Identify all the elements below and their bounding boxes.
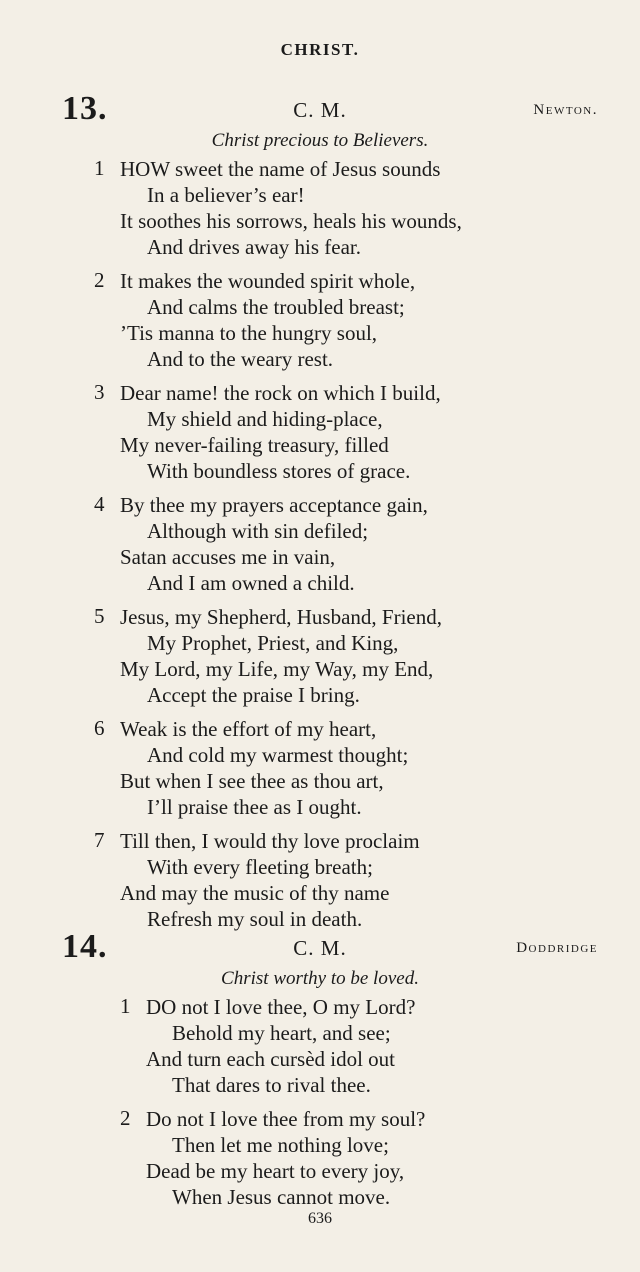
stanza-3 [0, 380, 640, 484]
verse-line: It soothes his sorrows, heals his wounds, [120, 209, 462, 233]
stanza-number: 1 [120, 994, 131, 1018]
hymn-number: 14. [62, 928, 108, 965]
verse-line: ’Tis manna to the hungry soul, [120, 321, 378, 345]
verse-line: Weak is the effort of my heart, [120, 717, 377, 741]
verse-line: Dead be my heart to every joy, [146, 1159, 405, 1183]
page-number: 636 [308, 1210, 332, 1227]
verse-line: Till then, I would thy love proclaim [120, 829, 420, 853]
verse-line: DO not I love thee, O my Lord? [146, 995, 416, 1019]
verse-line: My Prophet, Priest, and King, [147, 631, 399, 655]
stanza-5 [0, 604, 640, 708]
stanza-number: 4 [94, 492, 105, 516]
verse-line: Jesus, my Shepherd, Husband, Friend, [120, 605, 442, 629]
verse-line: Do not I love thee from my soul? [146, 1107, 426, 1131]
hymn-meter: C. M. [293, 936, 347, 960]
stanza-7 [0, 828, 640, 932]
verse-line: Behold my heart, and see; [172, 1021, 391, 1045]
hymn-composer: Newton. [533, 102, 598, 118]
verse-line: I’ll praise thee as I ought. [147, 795, 362, 819]
verse-line: Although with sin defiled; [147, 519, 369, 543]
stanza-number: 7 [94, 828, 105, 852]
verse-line: By thee my prayers acceptance gain, [120, 493, 428, 517]
stanza-number: 2 [120, 1106, 131, 1130]
hymn-header [0, 90, 640, 130]
hymn-composer: Doddridge [516, 940, 598, 956]
stanza-number: 5 [94, 604, 105, 628]
verse-line: My Lord, my Life, my Way, my End, [120, 657, 434, 681]
verse-line: But when I see thee as thou art, [120, 769, 384, 793]
verse-line: It makes the wounded spirit whole, [120, 269, 416, 293]
stanza-1 [0, 994, 640, 1098]
hymn-13 [0, 90, 640, 940]
verse-line: With boundless stores of grace. [147, 459, 411, 483]
verse-line: When Jesus cannot move. [172, 1185, 391, 1209]
stanza-1 [0, 156, 640, 260]
verse-line: Satan accuses me in vain, [120, 545, 336, 569]
stanza-6 [0, 716, 640, 820]
hymn-number: 13. [62, 90, 108, 127]
hymn-14 [0, 928, 640, 1218]
running-head: CHRIST. [280, 40, 360, 59]
stanza-number: 1 [94, 156, 105, 180]
verse-line: In a believer’s ear! [147, 183, 305, 207]
verse-line: Then let me nothing love; [172, 1133, 389, 1157]
verse-line: And drives away his fear. [147, 235, 362, 259]
stanza-2 [0, 1106, 640, 1210]
verse-line: My shield and hiding-place, [147, 407, 383, 431]
verse-line: HOW sweet the name of Jesus sounds [120, 157, 441, 181]
hymn-title: Christ precious to Believers. [211, 130, 429, 151]
verse-line: Refresh my soul in death. [147, 907, 363, 931]
verse-line: With every fleeting breath; [147, 855, 373, 879]
verse-line: And calms the troubled breast; [147, 295, 405, 319]
verse-line: And I am owned a child. [147, 571, 355, 595]
hymn-meter: C. M. [293, 98, 347, 122]
verse-line: That dares to rival thee. [172, 1073, 371, 1097]
verse-line: And to the weary rest. [147, 347, 334, 371]
stanza-4 [0, 492, 640, 596]
verse-line: My never-failing treasury, filled [120, 433, 389, 457]
stanza-number: 3 [94, 380, 105, 404]
stanza-number: 6 [94, 716, 105, 740]
verse-line: And may the music of thy name [120, 881, 390, 905]
hymn-header [0, 928, 640, 968]
verse-line: And turn each cursèd idol out [146, 1047, 396, 1071]
stanza-2 [0, 268, 640, 372]
hymn-title: Christ worthy to be loved. [221, 968, 419, 989]
verse-line: And cold my warmest thought; [147, 743, 409, 767]
verse-line: Accept the praise I bring. [147, 683, 360, 707]
stanza-number: 2 [94, 268, 105, 292]
verse-line: Dear name! the rock on which I build, [120, 381, 441, 405]
